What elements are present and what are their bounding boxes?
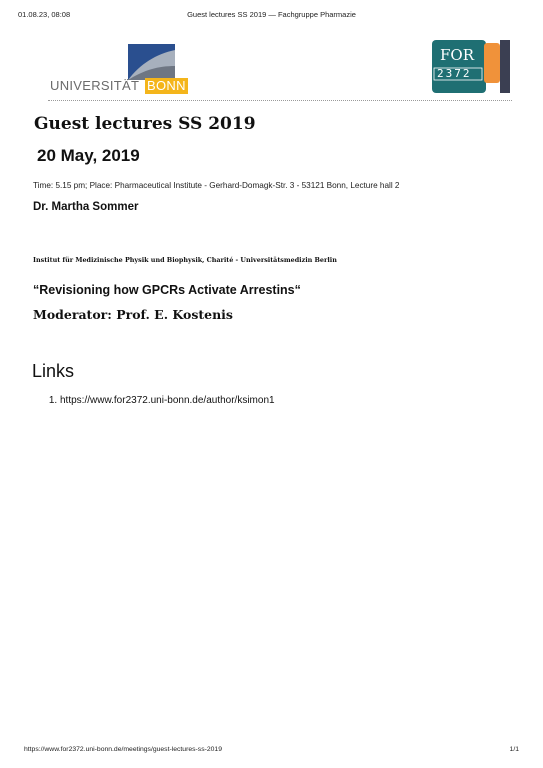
speaker-name: Dr. Martha Sommer bbox=[33, 201, 139, 213]
bonn-wordmark: BONN bbox=[147, 78, 186, 93]
for-wordmark: FOR bbox=[440, 46, 474, 64]
for2372-logo[interactable] bbox=[432, 40, 510, 93]
university-logo-swoosh-icon bbox=[128, 44, 175, 80]
time-and-place: Time: 5.15 pm; Place: Pharmaceutical Institute - Gerhard-Domagk-Str. 3 - 53121 Bonn, Lecture hall 2 bbox=[33, 181, 400, 190]
header-divider bbox=[48, 100, 512, 101]
talk-title: “Revisioning how GPCRs Activate Arrestins“ bbox=[33, 283, 301, 297]
links-heading: Links bbox=[32, 361, 75, 381]
page-number: 1/1 bbox=[509, 746, 519, 753]
print-url: https://www.for2372.uni-bonn.de/meetings/guest-lectures-ss-2019 bbox=[24, 746, 222, 753]
lecture-date: 20 May, 2019 bbox=[37, 146, 140, 165]
university-bonn-logo[interactable] bbox=[50, 44, 186, 94]
links-list bbox=[46, 393, 275, 409]
page-title: Guest lectures SS 2019 bbox=[34, 114, 256, 134]
print-footer bbox=[24, 746, 519, 756]
speaker-institute: Institut für Medizinische Physik und Biophysik, Charité - Universitätsmedizin Berlin bbox=[33, 256, 337, 264]
print-date: 01.08.23, 08:08 bbox=[18, 10, 71, 19]
print-header bbox=[18, 10, 525, 22]
link-item[interactable]: 1. https://www.for2372.uni-bonn.de/author/ksimon1 bbox=[60, 393, 275, 409]
for-number: 2372 bbox=[437, 67, 472, 80]
moderator: Moderator: Prof. E. Kostenis bbox=[33, 307, 233, 322]
print-page-title: Guest lectures SS 2019 — Fachgruppe Pharmazie bbox=[187, 10, 356, 19]
for2372-logo-graphic bbox=[432, 40, 510, 93]
university-wordmark: UNIVERSITÄT bbox=[50, 78, 140, 93]
